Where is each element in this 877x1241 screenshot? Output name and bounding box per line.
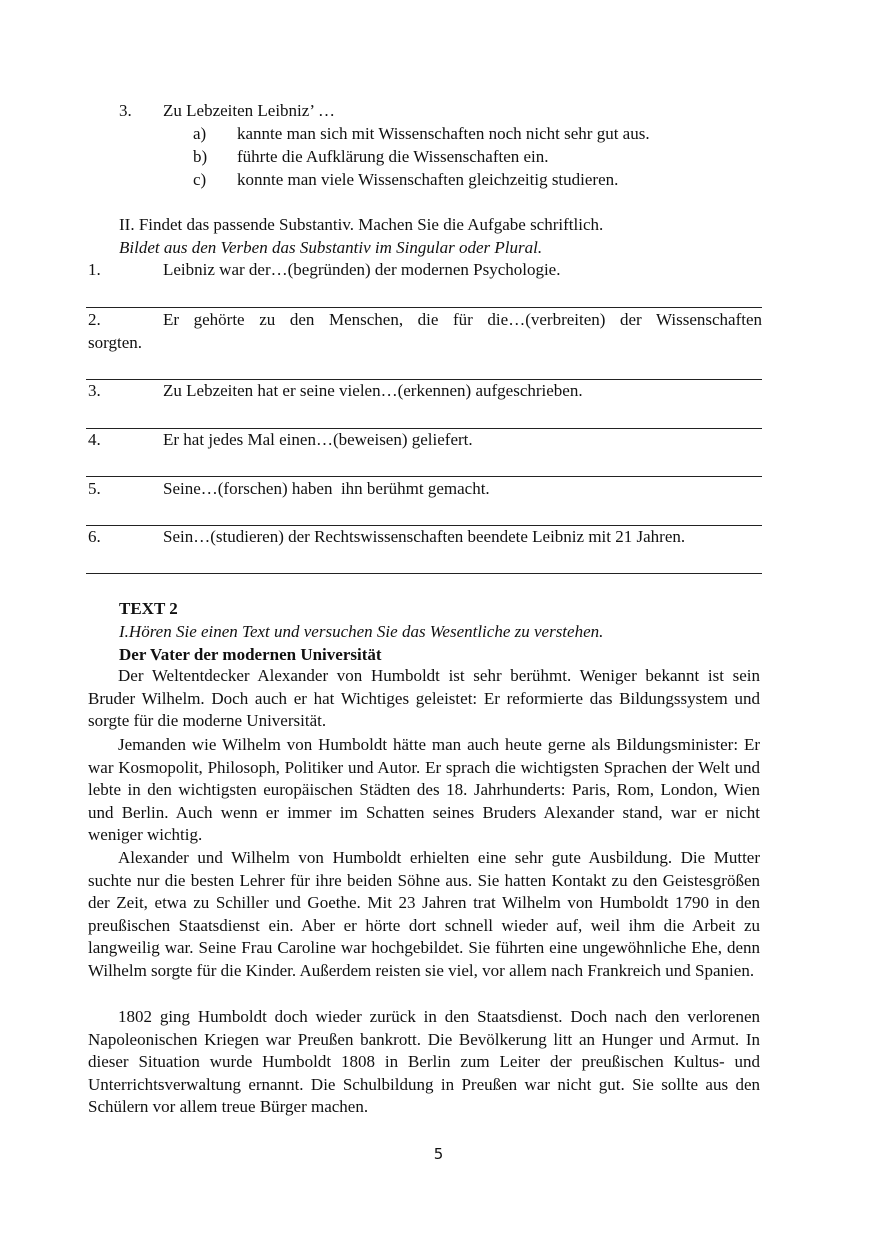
section-label: TEXT 2	[119, 599, 178, 618]
article-paragraph: Der Weltentdecker Alexander von Humboldt ist sehr berühmt. Weniger bekannt ist sein Bruder Wilhelm. Doch auch er hat Wichtiges geleistet: Er reformierte das Bildungssystem und sorgte für die moderne Universität.	[88, 666, 760, 731]
exercise-number: 5.	[88, 479, 101, 498]
exercise-text-continuation: sorgten.	[88, 333, 142, 352]
article-paragraph: Alexander und Wilhelm von Humboldt erhielten eine sehr gute Ausbildung. Die Mutter suchte nur die besten Lehrer für ihre beiden Söhne aus. Sie hatten Kontakt zu den Geistesgrößen der Zeit, etwa zu Schiller und Goethe. Mit 23 Jahren trat Wilhelm von Humboldt 1790 in den preußischen Staatsdienst ein. Aber er hörte dort schnell wieder auf, weil ihm die Arbeit zu langweilig war. Seine Frau Caroline war hochgebildet. Sie führten eine ungewöhnliche Ehe, denn Wilhelm sorgte für die Kinder. Außerdem reisten sie viel, vor allem nach Frankreich und Spanien.	[88, 848, 760, 980]
exercise-item-4	[88, 429, 762, 451]
exercise-text: Sein…(studieren) der Rechtswissenschaften beendete Leibniz mit 21 Jahren.	[163, 527, 686, 546]
option-text-b: führte die Aufklärung die Wissenschaften ein.	[237, 147, 549, 166]
exercise-text: Leibniz war der…(begründen) der modernen Psychologie.	[163, 260, 561, 279]
option-label-a: a)	[193, 124, 207, 143]
exercise-item-5	[88, 478, 762, 500]
article-title: Der Vater der modernen Universität	[119, 645, 382, 664]
task-heading: II. Findet das passende Substantiv. Machen Sie die Aufgabe schriftlich.	[119, 215, 604, 234]
exercise-text: Er hat jedes Mal einen…(beweisen) geliefert.	[163, 430, 473, 449]
exercise-number: 4.	[88, 430, 101, 449]
question-text: Zu Lebzeiten Leibniz’ …	[163, 101, 335, 120]
article-paragraph: 1802 ging Humboldt doch wieder zurück in den Staatsdienst. Doch nach den verlorenen Napoleonischen Kriegen war Preußen bankrott. Die Bevölkerung litt an Hunger und Armut. In dieser Situation wurde Humboldt 1808 in Berlin zum Leiter der preußischen Kultus- und Unterrichtsverwaltung ernannt. Die Schulbildung in Preußen war nicht gut. Sie sollte aus den Schülern vor allem treue Bürger machen.	[88, 1007, 760, 1117]
answer-line	[86, 573, 762, 574]
option-text-a: kannte man sich mit Wissenschaften noch nicht sehr gut aus.	[237, 124, 650, 143]
option-label-b: b)	[193, 147, 208, 166]
exercise-text: Zu Lebzeiten hat er seine vielen…(erkennen) aufgeschrieben.	[163, 381, 583, 400]
listening-instruction: I.Hören Sie einen Text und versuchen Sie das Wesentliche zu verstehen.	[119, 622, 604, 641]
article-paragraph: Jemanden wie Wilhelm von Humboldt hätte man auch heute gerne als Bildungsminister: Er war Kosmopolit, Philosoph, Politiker und Autor. Er sprach die wichtigsten Sprachen der Welt und lebte in den wichtigsten europäischen Städten des 18. Jahrhunderts: Paris, Rom, London, Wien und Berlin. Auch wenn er immer im Schatten seines Bruders Alexander stand, war er nicht weniger wichtig.	[88, 735, 760, 845]
exercise-number: 6.	[88, 527, 101, 546]
exercise-item-6	[88, 526, 762, 548]
exercise-number: 1.	[88, 260, 101, 279]
option-label-c: c)	[193, 170, 207, 189]
exercise-item-3	[88, 380, 762, 402]
option-text-c: konnte man viele Wissenschaften gleichzeitig studieren.	[237, 170, 619, 189]
task-instruction: Bildet aus den Verben das Substantiv im Singular oder Plural.	[119, 238, 543, 257]
exercise-number: 2.	[88, 310, 101, 329]
exercise-text: Er gehörte zu den Menschen, die für die…(verbreiten) der Wissenschaften	[163, 310, 762, 329]
exercise-text: Seine…(forschen) haben ihn berühmt gemacht.	[163, 479, 490, 498]
exercise-item-2	[88, 309, 762, 355]
question-number: 3.	[119, 101, 132, 120]
page-number: 5	[433, 1145, 444, 1163]
exercise-item-1	[88, 259, 762, 281]
answer-line	[86, 307, 762, 308]
exercise-number: 3.	[88, 381, 101, 400]
answer-line	[86, 476, 762, 477]
